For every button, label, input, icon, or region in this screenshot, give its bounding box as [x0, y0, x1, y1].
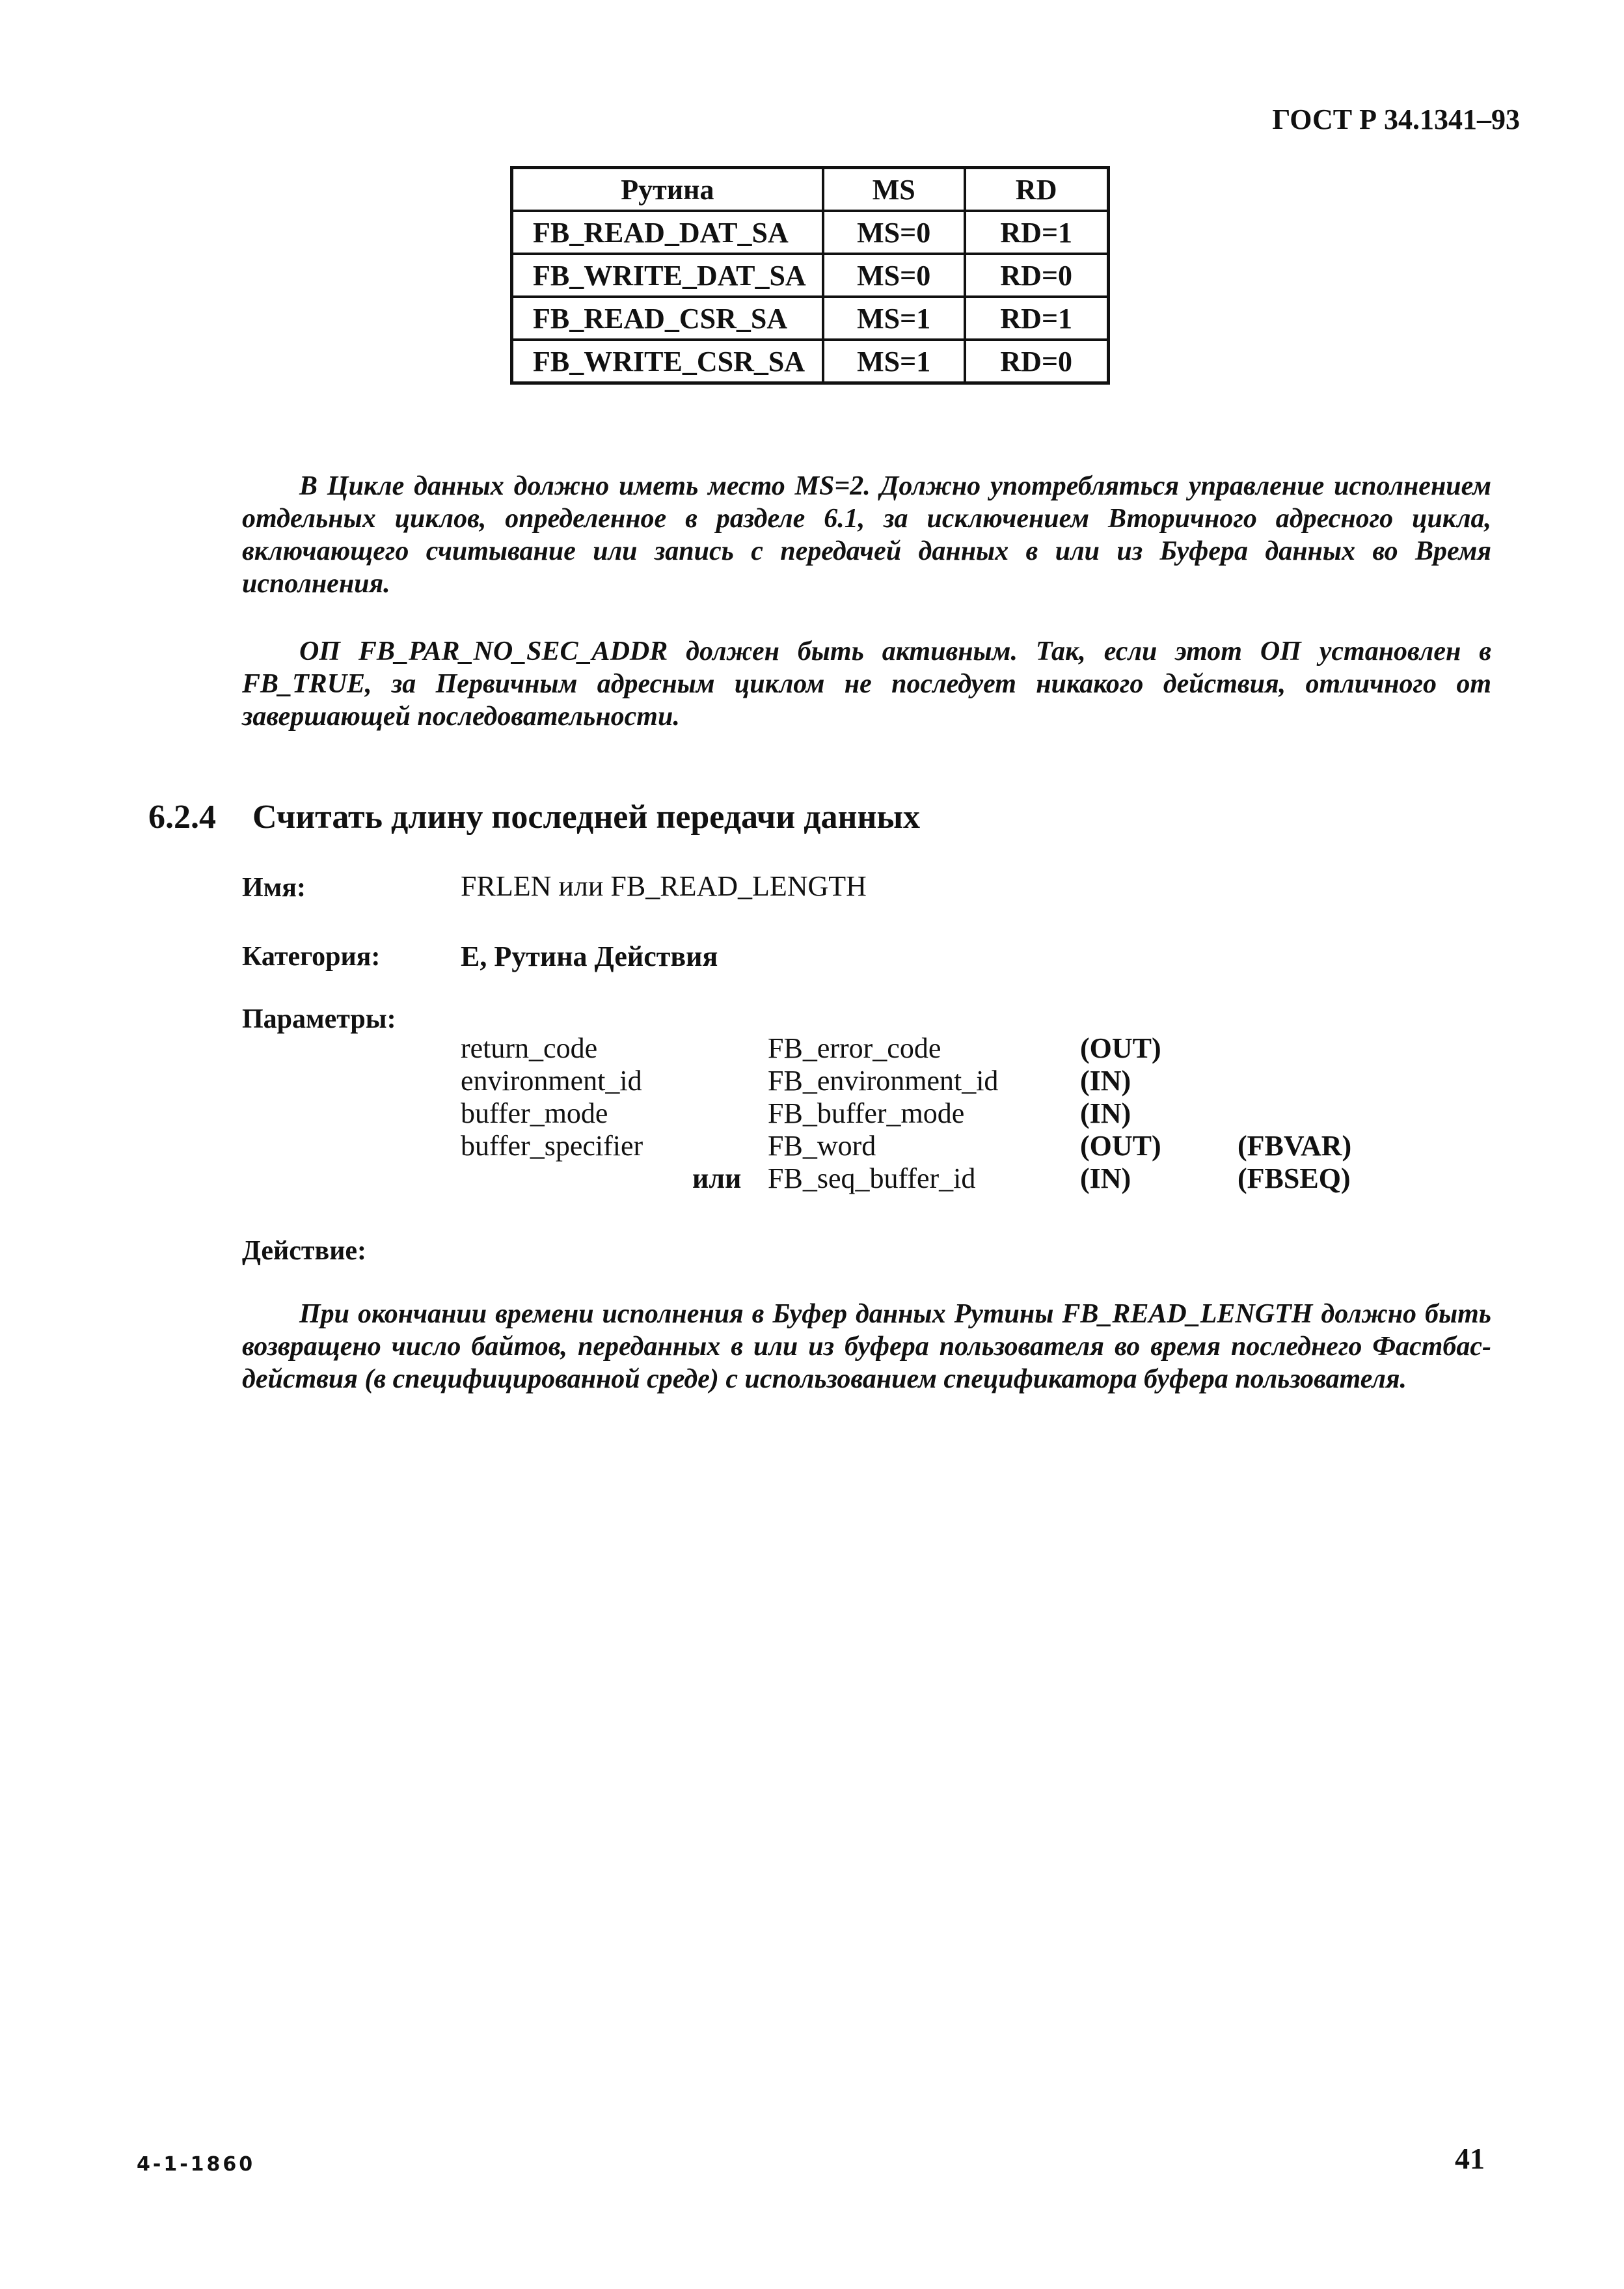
data-cycle-paragraph [242, 470, 1491, 600]
category-value: E, Рутина Действия [461, 940, 718, 972]
param-name: return_code [461, 1032, 598, 1064]
name-value: FRLEN или FB_READ_LENGTH [461, 870, 867, 902]
table-cell: RD=0 [965, 340, 1109, 383]
table-cell: FB_READ_CSR_SA [512, 297, 823, 340]
table-cell: FB_WRITE_DAT_SA [512, 254, 823, 297]
paragraph-text: В Цикле данных должно иметь место MS=2. Должно употребляться управление исполнением отдельных циклов, определенное в разделе 6.1, за исключением Вторичного адресного цикла, включающего считывание или запись с передачей данных в или из Буфера данных во Время исполнения. [242, 471, 1491, 599]
table-cell: RD=0 [965, 254, 1109, 297]
table-row [512, 297, 1109, 340]
section-heading [148, 798, 920, 836]
table-cell: FB_WRITE_CSR_SA [512, 340, 823, 383]
param-direction: (IN) [1080, 1097, 1131, 1129]
param-variant: (FBVAR) [1238, 1130, 1352, 1162]
table-row [512, 340, 1109, 383]
action-paragraph [242, 1298, 1491, 1395]
table-cell: MS=1 [823, 297, 965, 340]
param-direction: (OUT) [1080, 1032, 1161, 1064]
param-type: FB_word [768, 1130, 876, 1162]
param-type: FB_buffer_mode [768, 1097, 965, 1129]
standard-header: ГОСТ Р 34.1341–93 [1272, 103, 1520, 135]
table-row [512, 211, 1109, 254]
param-name: environment_id [461, 1065, 642, 1097]
table-cell: MS=1 [823, 340, 965, 383]
table-header-row [512, 168, 1109, 212]
param-type: FB_error_code [768, 1032, 941, 1064]
param-name: buffer_mode [461, 1097, 608, 1129]
print-code: 4-1-1860 [137, 2153, 256, 2176]
section-title: Считать длину последней передачи данных [252, 799, 921, 836]
section-number: 6.2.4 [148, 799, 216, 836]
paragraph-text: ОП FB_PAR_NO_SEC_ADDR должен быть активным. Так, если этот ОП установлен в FB_TRUE, за Первичным адресным циклом не последует никакого действия, отличного от завершающей последовательности. [242, 637, 1491, 732]
table-cell: FB_READ_DAT_SA [512, 211, 823, 254]
param-type: FB_environment_id [768, 1065, 999, 1097]
sec-addr-paragraph [242, 635, 1491, 733]
param-alt-word: или [692, 1162, 742, 1194]
paragraph-text: При окончании времени исполнения в Буфер данных Рутины FB_READ_LENGTH должно быть возвращено число байтов, переданных в или из буфера пользователя во время последнего Фастбас-действия (в специфицированной среде) с использованием спецификатора буфера пользователя. [242, 1299, 1491, 1394]
name-label: Имя: [242, 873, 306, 903]
table-cell: MS=0 [823, 211, 965, 254]
table-header-cell: MS [823, 168, 965, 212]
table-cell: MS=0 [823, 254, 965, 297]
table-header-cell: RD [965, 168, 1109, 212]
param-name: buffer_specifier [461, 1130, 643, 1162]
table-cell: RD=1 [965, 211, 1109, 254]
routine-table [510, 166, 1110, 385]
category-label: Категория: [242, 942, 381, 972]
action-label: Действие: [242, 1236, 367, 1266]
param-type: FB_seq_buffer_id [768, 1162, 976, 1194]
table-cell: RD=1 [965, 297, 1109, 340]
table-header-cell: Рутина [512, 168, 823, 212]
page-number: 41 [1455, 2142, 1485, 2175]
param-variant: (FBSEQ) [1238, 1162, 1351, 1194]
parameters-label: Параметры: [242, 1004, 396, 1034]
table-row [512, 254, 1109, 297]
param-direction: (IN) [1080, 1065, 1131, 1097]
param-direction: (IN) [1080, 1162, 1131, 1194]
param-direction: (OUT) [1080, 1130, 1161, 1162]
